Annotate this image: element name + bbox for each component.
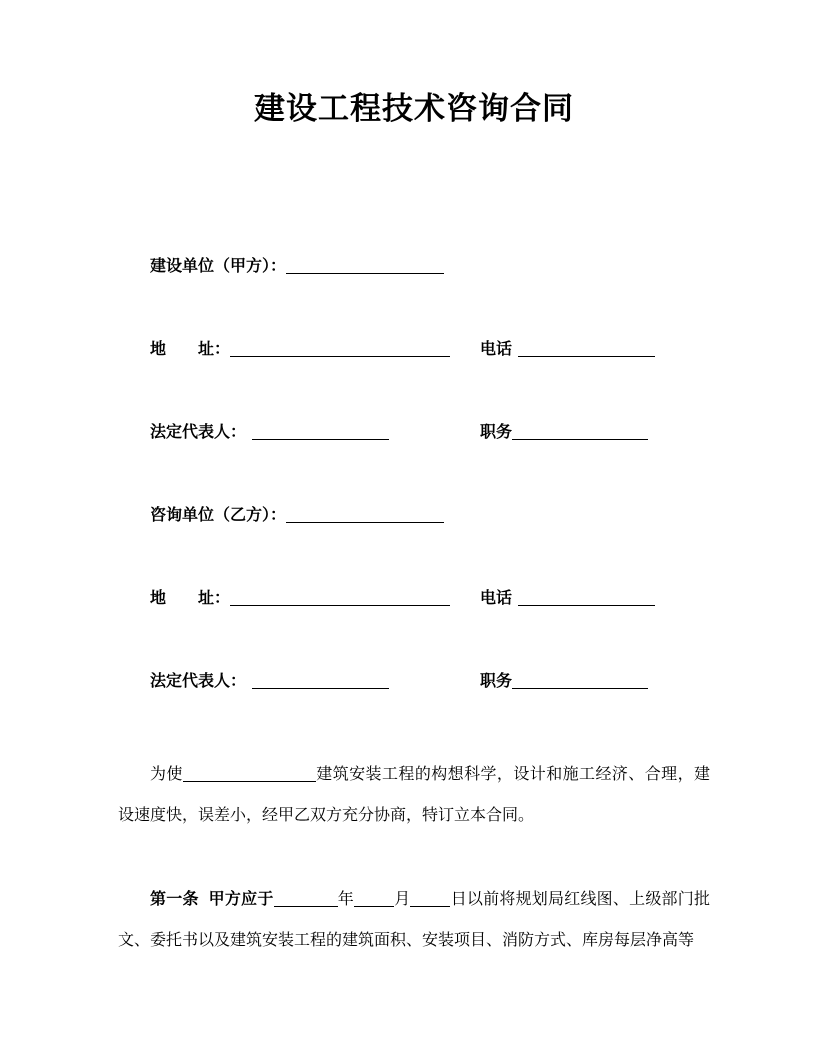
party-b-duty-label: 职务 bbox=[480, 673, 513, 690]
party-a-phone-blank[interactable] bbox=[518, 342, 655, 357]
party-b-address-label: 地 址： bbox=[150, 590, 231, 607]
article-1-month-blank[interactable] bbox=[354, 892, 394, 907]
article-1-month-label: 月 bbox=[394, 891, 411, 908]
party-a-legal-rep-label: 法定代表人： bbox=[150, 424, 247, 441]
article-1-lead: 甲方应于 bbox=[208, 891, 274, 908]
party-a-duty-label: 职务 bbox=[480, 424, 513, 441]
party-b-phone-blank[interactable] bbox=[518, 591, 655, 606]
document-title: 建设工程技术咨询合同 bbox=[254, 91, 574, 126]
party-a-name-blank[interactable] bbox=[286, 259, 444, 274]
party-a-name-label: 建设单位（甲方）： bbox=[150, 258, 287, 275]
preamble-paragraph bbox=[118, 754, 710, 836]
party-a-rep-row bbox=[118, 422, 710, 442]
party-b-phone-label: 电话 bbox=[480, 590, 513, 607]
party-b-name-label: 咨询单位（乙方）： bbox=[150, 507, 287, 524]
article-1-year-blank[interactable] bbox=[274, 892, 338, 907]
parties-form bbox=[118, 256, 710, 691]
party-a-address-label: 地 址： bbox=[150, 341, 231, 358]
party-b-rep-row bbox=[118, 671, 710, 691]
party-a-legal-rep-blank[interactable] bbox=[252, 425, 389, 440]
party-b-name-row bbox=[118, 505, 710, 525]
party-b-name-blank[interactable] bbox=[286, 508, 444, 523]
article-1-day-text: 日以前将规划局红线图、上级部门批文、委托书以及建筑安装工程的建筑面积、安装项目、消防方式、库房每层净高等 bbox=[118, 891, 710, 949]
party-a-name-row bbox=[118, 256, 710, 276]
preamble-body: 建筑安装工程的构想科学，设计和施工经济、合理，建设速度快，误差小，经甲乙双方充分协商，特订立本合同。 bbox=[118, 766, 710, 824]
party-b-duty-blank[interactable] bbox=[512, 674, 648, 689]
party-a-contact-row bbox=[118, 339, 710, 359]
party-a-address-blank[interactable] bbox=[230, 342, 450, 357]
party-a-duty-blank[interactable] bbox=[512, 425, 648, 440]
party-b-legal-rep-blank[interactable] bbox=[252, 674, 389, 689]
party-b-legal-rep-label: 法定代表人： bbox=[150, 673, 247, 690]
project-name-blank[interactable] bbox=[183, 767, 316, 782]
party-a-phone-label: 电话 bbox=[480, 341, 513, 358]
article-1-paragraph bbox=[118, 879, 710, 961]
article-1-heading: 第一条 bbox=[150, 891, 199, 908]
article-1-day-blank[interactable] bbox=[410, 892, 450, 907]
article-1-year-label: 年 bbox=[337, 891, 355, 908]
party-b-address-blank[interactable] bbox=[230, 591, 450, 606]
party-b-contact-row bbox=[118, 588, 710, 608]
preamble-lead: 为使 bbox=[150, 766, 183, 783]
